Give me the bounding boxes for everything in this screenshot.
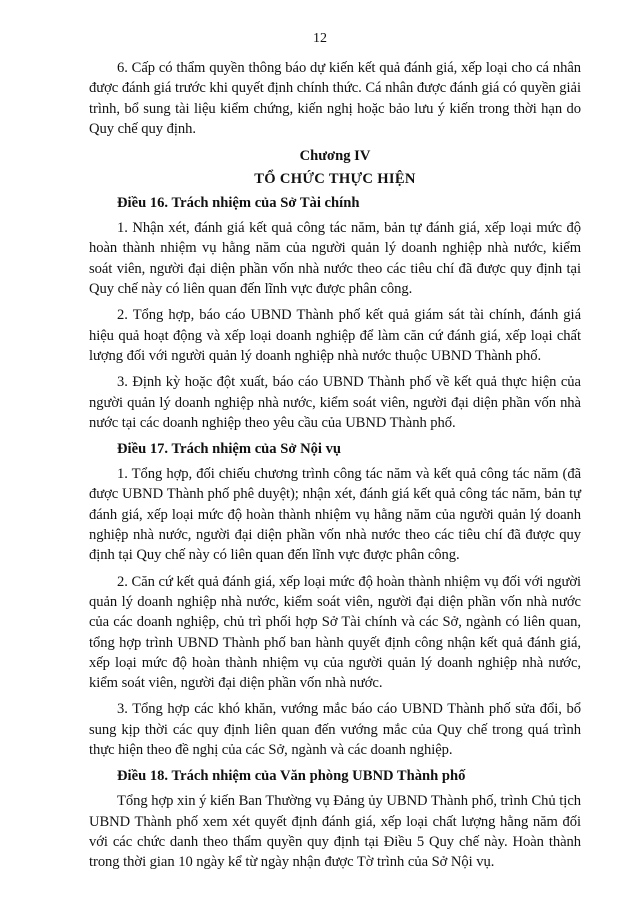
article-paragraph: 1. Nhận xét, đánh giá kết quả công tác năm, bản tự đánh giá, xếp loại mức độ hoàn thành nhiệm vụ hằng năm của người quản lý doanh nghiệp nhà nước, kiểm soát viên, người đại diện phần vốn nhà nước theo các tiêu chí đã được quy định tại Quy chế này có liên quan đến lĩnh vực được phân công. [89,220,581,298]
article-paragraph: 1. Tổng hợp, đối chiếu chương trình công tác năm và kết quả công tác năm (đã được UBND Thành phố phê duyệt); nhận xét, đánh giá kết quả công tác năm, bản tự đánh giá, xếp loại mức độ hoàn thành nhiệm vụ hằng năm của người quản lý doanh nghiệp nhà nước, người đại diện phần vốn nhà nước theo các tiêu chí đã được quy định tại Quy chế này có liên quan đến lĩnh vực được phân công. [89,466,581,564]
article-paragraph: 2. Tổng hợp, báo cáo UBND Thành phố kết quả giám sát tài chính, đánh giá hiệu quả hoạt động và xếp loại doanh nghiệp để làm căn cứ đánh giá, xếp loại chất lượng đối với người quản lý doanh nghiệp nhà nước thuộc UBND Thành phố. [89,307,581,364]
document-body [89,58,581,879]
intro-paragraph: 6. Cấp có thẩm quyền thông báo dự kiến kết quả đánh giá, xếp loại cho cá nhân được đánh giá trước khi quyết định chính thức. Cá nhân được đánh giá có quyền giải trình, bổ sung tài liệu kiểm chứng, kiến nghị hoặc bảo lưu ý kiến trong thời hạn do Quy chế quy định. [89,60,581,137]
chapter-number: Chương IV [299,148,371,165]
article-paragraph: 3. Định kỳ hoặc đột xuất, báo cáo UBND Thành phố về kết quả thực hiện của người quản lý doanh nghiệp nhà nước, kiểm soát viên, người đại diện phần vốn nhà nước tại các doanh nghiệp theo yêu cầu của UBND Thành phố. [89,374,581,431]
chapter-title: TỔ CHỨC THỰC HIỆN [254,171,416,188]
article-18 [89,766,581,872]
article-paragraph: Tổng hợp xin ý kiến Ban Thường vụ Đảng ủy UBND Thành phố, trình Chủ tịch UBND Thành phố xem xét quyết định đánh giá, xếp loại chất lượng hằng năm đối với các chức danh theo thẩm quyền quy định tại Điều 5 Quy chế này. Hoàn thành trong thời gian 10 ngày kể từ ngày nhận được Tờ trình của Sở Nội vụ. [89,793,581,871]
article-17 [89,439,581,760]
article-16 [89,193,581,433]
article-paragraph: 2. Căn cứ kết quả đánh giá, xếp loại mức độ hoàn thành nhiệm vụ đối với người quản lý doanh nghiệp nhà nước, kiểm soát viên, người đại diện phần vốn nhà nước của các doanh nghiệp, chủ trì phối hợp Sở Tài chính và các Sở, ngành có liên quan, tổng hợp trình UBND Thành phố ban hành quyết định công nhận kết quả đánh giá, xếp loại mức độ hoàn thành nhiệm vụ của người quản lý doanh nghiệp nhà nước, kiểm soát viên, người đại diện phần vốn nhà nước. [89,573,581,692]
article-paragraph: 3. Tổng hợp các khó khăn, vướng mắc báo cáo UBND Thành phố sửa đổi, bổ sung kịp thời các quy định liên quan đến vướng mắc của Quy chế trong quá trình thực hiện theo đề nghị của các Sở, ngành và các doanh nghiệp. [89,701,581,759]
page-number: 12 [313,31,327,46]
article-heading: Điều 18. Trách nhiệm của Văn phòng UBND Thành phố [117,768,466,785]
article-heading: Điều 17. Trách nhiệm của Sở Nội vụ [117,441,342,458]
article-heading: Điều 16. Trách nhiệm của Sở Tài chính [117,195,360,212]
